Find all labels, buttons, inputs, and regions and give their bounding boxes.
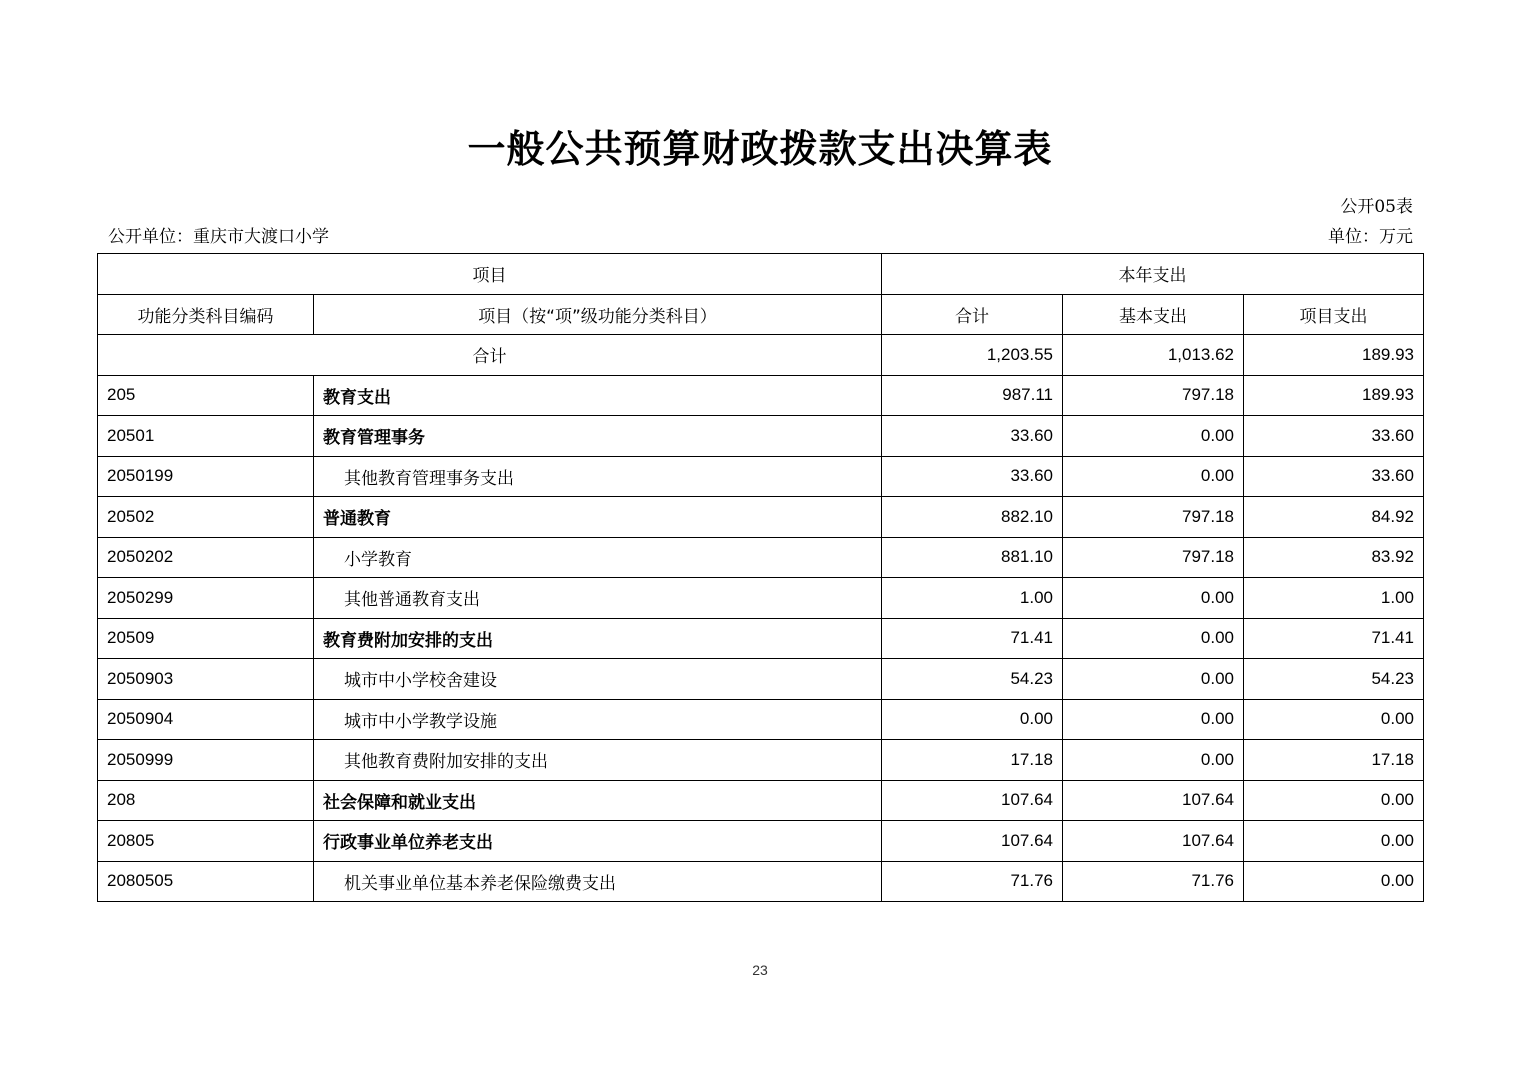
cell-total: 33.60: [882, 416, 1063, 457]
header-project: 项目支出: [1244, 294, 1424, 335]
cell-project: 0.00: [1244, 821, 1424, 862]
cell-project: 71.41: [1244, 618, 1424, 659]
cell-code: 2050199: [98, 456, 314, 497]
cell-total: 71.41: [882, 618, 1063, 659]
page-number: 23: [752, 962, 768, 978]
cell-name: 普通教育: [314, 497, 882, 538]
cell-code: 20502: [98, 497, 314, 538]
table-row: [98, 497, 1424, 538]
table-row: [98, 578, 1424, 619]
cell-code: 20501: [98, 416, 314, 457]
table-row: [98, 699, 1424, 740]
cell-total: 107.64: [882, 821, 1063, 862]
total-label: 合计: [98, 335, 882, 376]
cell-basic: 0.00: [1063, 740, 1244, 781]
cell-code: 2050202: [98, 537, 314, 578]
cell-project: 83.92: [1244, 537, 1424, 578]
cell-project: 0.00: [1244, 861, 1424, 902]
cell-project: 54.23: [1244, 659, 1424, 700]
table-row: [98, 821, 1424, 862]
cell-basic: 797.18: [1063, 497, 1244, 538]
cell-name: 教育管理事务: [314, 416, 882, 457]
total-row: [98, 335, 1424, 376]
cell-name: 小学教育: [314, 537, 882, 578]
cell-code: 2050904: [98, 699, 314, 740]
table-row: [98, 456, 1424, 497]
cell-project: 17.18: [1244, 740, 1424, 781]
cell-name: 行政事业单位养老支出: [314, 821, 882, 862]
cell-total: 17.18: [882, 740, 1063, 781]
cell-code: 2050903: [98, 659, 314, 700]
cell-basic: 0.00: [1063, 578, 1244, 619]
cell-basic: 107.64: [1063, 780, 1244, 821]
table-row: [98, 740, 1424, 781]
total-sum: 1,203.55: [882, 335, 1063, 376]
cell-name: 教育费附加安排的支出: [314, 618, 882, 659]
cell-name: 教育支出: [314, 375, 882, 416]
currency-unit: 单位：万元: [1328, 227, 1413, 247]
header-total: 合计: [882, 294, 1063, 335]
cell-basic: 0.00: [1063, 659, 1244, 700]
header-row-2: [98, 294, 1424, 335]
cell-basic: 797.18: [1063, 537, 1244, 578]
cell-total: 987.11: [882, 375, 1063, 416]
cell-total: 33.60: [882, 456, 1063, 497]
cell-code: 20805: [98, 821, 314, 862]
cell-name: 城市中小学教学设施: [314, 699, 882, 740]
cell-total: 881.10: [882, 537, 1063, 578]
cell-code: 2080505: [98, 861, 314, 902]
total-basic: 1,013.62: [1063, 335, 1244, 376]
header-basic: 基本支出: [1063, 294, 1244, 335]
cell-name: 其他普通教育支出: [314, 578, 882, 619]
header-code: 功能分类科目编码: [98, 294, 314, 335]
table-row: [98, 618, 1424, 659]
total-project: 189.93: [1244, 335, 1424, 376]
table-row: [98, 861, 1424, 902]
cell-name: 社会保障和就业支出: [314, 780, 882, 821]
cell-project: 0.00: [1244, 699, 1424, 740]
cell-code: 2050999: [98, 740, 314, 781]
cell-name: 其他教育管理事务支出: [314, 456, 882, 497]
cell-basic: 0.00: [1063, 618, 1244, 659]
expenditure-table: [97, 253, 1424, 902]
reporting-unit: 公开单位：重庆市大渡口小学: [108, 227, 329, 247]
table-row: [98, 780, 1424, 821]
table-row: [98, 416, 1424, 457]
form-number: 公开05表: [1340, 197, 1413, 217]
cell-basic: 0.00: [1063, 416, 1244, 457]
header-current-year: 本年支出: [882, 254, 1424, 295]
cell-project: 189.93: [1244, 375, 1424, 416]
table-row: [98, 537, 1424, 578]
cell-name: 城市中小学校舍建设: [314, 659, 882, 700]
page-title: 一般公共预算财政拨款支出决算表: [467, 127, 1053, 171]
cell-basic: 797.18: [1063, 375, 1244, 416]
cell-total: 882.10: [882, 497, 1063, 538]
cell-code: 2050299: [98, 578, 314, 619]
cell-total: 107.64: [882, 780, 1063, 821]
header-name: 项目（按“项”级功能分类科目）: [314, 294, 882, 335]
cell-basic: 107.64: [1063, 821, 1244, 862]
cell-basic: 71.76: [1063, 861, 1244, 902]
cell-code: 205: [98, 375, 314, 416]
cell-total: 71.76: [882, 861, 1063, 902]
cell-name: 其他教育费附加安排的支出: [314, 740, 882, 781]
cell-code: 208: [98, 780, 314, 821]
header-item: 项目: [98, 254, 882, 295]
header-row-1: [98, 254, 1424, 295]
cell-project: 0.00: [1244, 780, 1424, 821]
cell-total: 54.23: [882, 659, 1063, 700]
cell-name: 机关事业单位基本养老保险缴费支出: [314, 861, 882, 902]
cell-total: 0.00: [882, 699, 1063, 740]
cell-project: 33.60: [1244, 456, 1424, 497]
cell-total: 1.00: [882, 578, 1063, 619]
cell-basic: 0.00: [1063, 456, 1244, 497]
table-row: [98, 659, 1424, 700]
cell-code: 20509: [98, 618, 314, 659]
cell-basic: 0.00: [1063, 699, 1244, 740]
cell-project: 33.60: [1244, 416, 1424, 457]
cell-project: 1.00: [1244, 578, 1424, 619]
table-row: [98, 375, 1424, 416]
cell-project: 84.92: [1244, 497, 1424, 538]
